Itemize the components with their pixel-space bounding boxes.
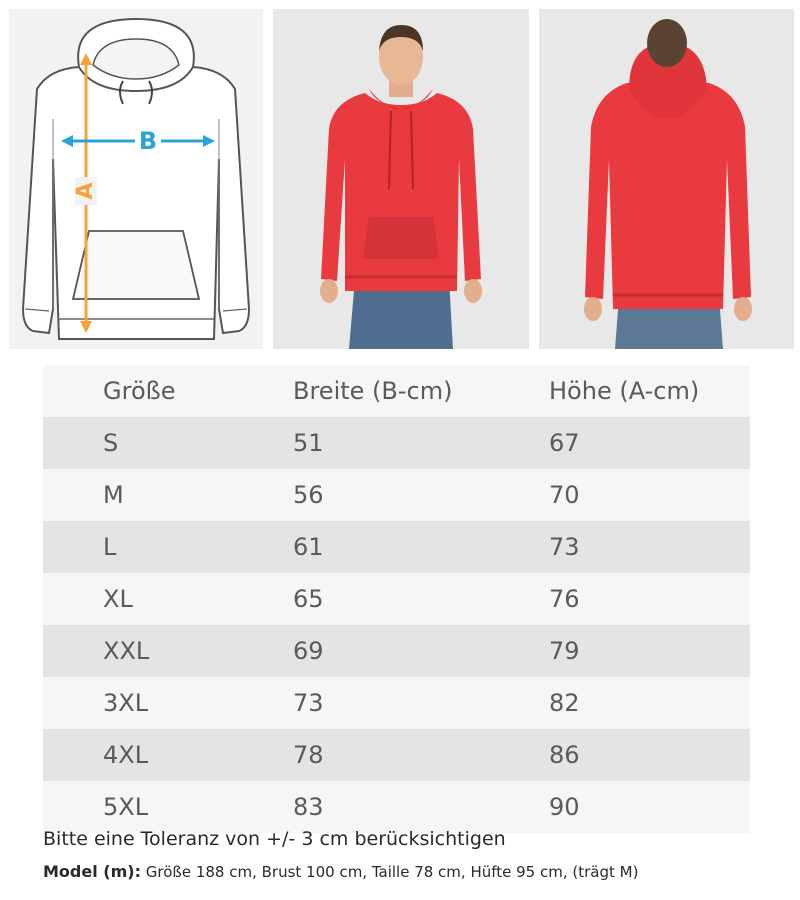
size-cell: 3XL xyxy=(103,689,149,717)
size-cell: XL xyxy=(103,585,133,613)
tolerance-note: Bitte eine Toleranz von +/- 3 cm berücksichtigen xyxy=(43,828,506,850)
size-diagram xyxy=(9,9,263,349)
width-cell: 69 xyxy=(293,637,324,665)
header-width: Breite (B-cm) xyxy=(293,377,453,405)
kangaroo-pocket xyxy=(73,231,199,299)
red-hoodie-front xyxy=(321,93,481,291)
table-row xyxy=(43,677,750,729)
hoodie-pocket xyxy=(363,217,439,259)
hoodie-outline-diagram xyxy=(9,9,263,349)
height-cell: 82 xyxy=(549,689,580,717)
table-row xyxy=(43,729,750,781)
table-row xyxy=(43,469,750,521)
table-row xyxy=(43,417,750,469)
table-row xyxy=(43,573,750,625)
width-cell: 73 xyxy=(293,689,324,717)
height-cell: 86 xyxy=(549,741,580,769)
size-cell: M xyxy=(103,481,124,509)
width-cell: 51 xyxy=(293,429,324,457)
width-cell: 61 xyxy=(293,533,324,561)
table-row xyxy=(43,521,750,573)
width-cell: 83 xyxy=(293,793,324,821)
size-cell: 4XL xyxy=(103,741,149,769)
model-label: Model (m): xyxy=(43,862,141,881)
header-height: Höhe (A-cm) xyxy=(549,377,700,405)
size-cell: 5XL xyxy=(103,793,149,821)
model-head-back xyxy=(647,19,687,67)
height-cell: 67 xyxy=(549,429,580,457)
measure-b-label: B xyxy=(138,127,158,155)
model-front-photo xyxy=(273,9,529,349)
width-cell: 56 xyxy=(293,481,324,509)
table-header-row xyxy=(43,365,750,417)
table-row xyxy=(43,625,750,677)
width-cell: 78 xyxy=(293,741,324,769)
header-size: Größe xyxy=(103,377,176,405)
model-back-photo xyxy=(539,9,794,349)
model-details: Größe 188 cm, Brust 100 cm, Taille 78 cm, Hüfte 95 cm, (trägt M) xyxy=(140,863,639,881)
size-cell: XXL xyxy=(103,637,150,665)
size-cell: L xyxy=(103,533,117,561)
measure-a-label: A xyxy=(73,182,98,200)
height-cell: 70 xyxy=(549,481,580,509)
height-cell: 76 xyxy=(549,585,580,613)
height-cell: 73 xyxy=(549,533,580,561)
width-cell: 65 xyxy=(293,585,324,613)
table-row xyxy=(43,781,750,833)
size-table xyxy=(43,365,750,833)
height-cell: 79 xyxy=(549,637,580,665)
height-cell: 90 xyxy=(549,793,580,821)
model-note xyxy=(43,862,638,881)
size-cell: S xyxy=(103,429,119,457)
